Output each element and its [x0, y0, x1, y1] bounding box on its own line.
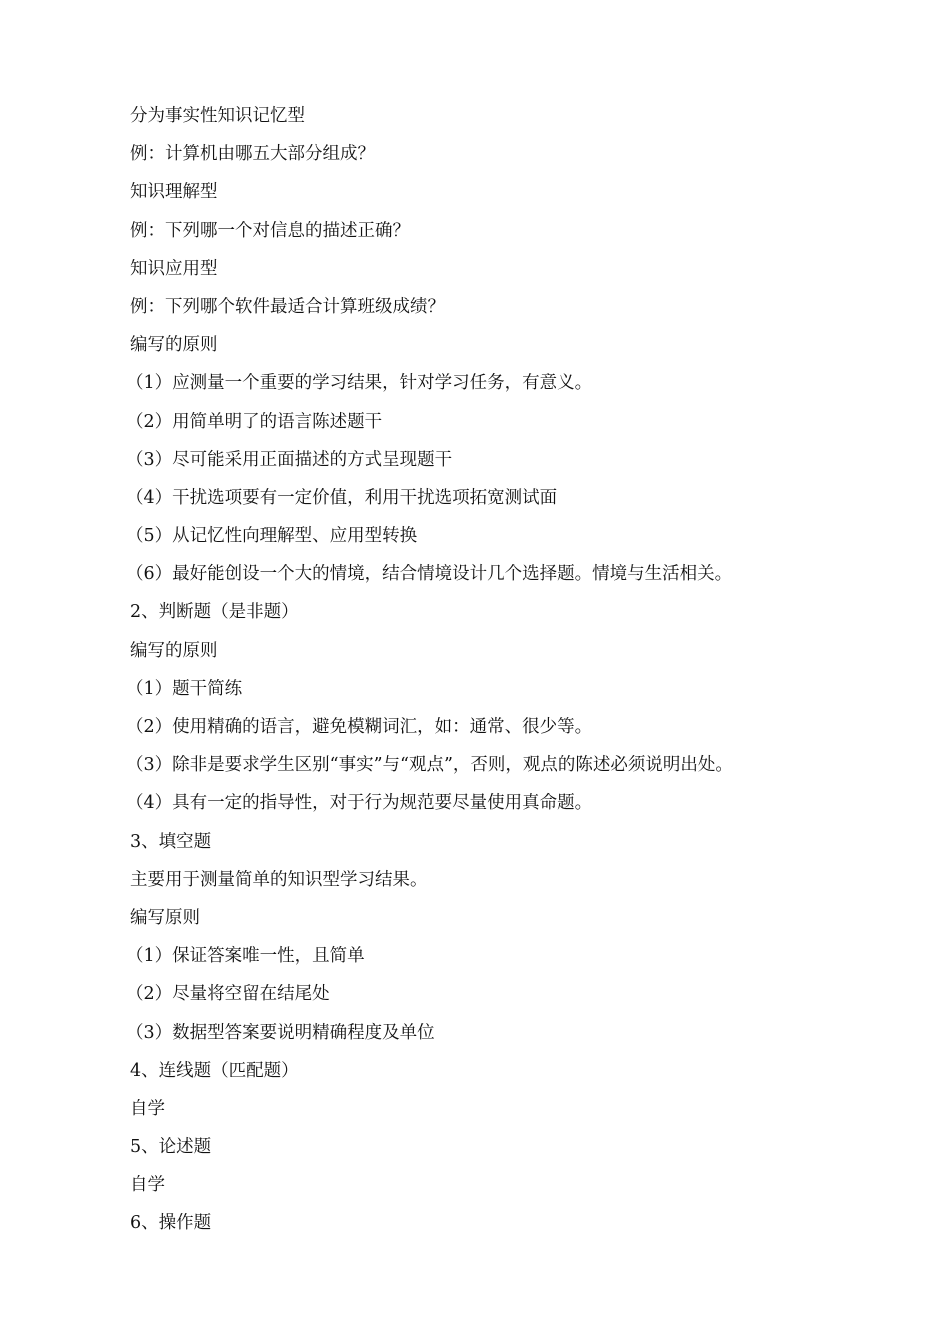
text-line: 分为事实性知识记忆型	[130, 106, 305, 126]
principle-item: （2）用简单明了的语言陈述题干	[126, 411, 383, 432]
principle-item: （3）尽可能采用正面描述的方式呈现题干	[126, 449, 453, 470]
principle-item: （4）干扰选项要有一定价值，利用干扰选项拓宽测试面	[126, 487, 558, 508]
example-line: 例：下列哪一个对信息的描述正确？	[130, 220, 410, 241]
principle-item: （1）应测量一个重要的学习结果，针对学习任务，有意义。	[126, 373, 593, 394]
example-line: 例：下列哪个软件最适合计算班级成绩？	[130, 296, 445, 317]
principle-item: （6）最好能创设一个大的情境，结合情境设计几个选择题。情境与生活相关。	[126, 564, 733, 585]
principle-item: （2）尽量将空留在结尾处	[126, 984, 330, 1005]
subheading: 编写原则	[130, 907, 200, 928]
principle-item: （3）除非是要求学生区别“事实”与“观点”，否则，观点的陈述必须说明出处。	[126, 755, 733, 776]
text-line: 主要用于测量简单的知识型学习结果。	[130, 869, 428, 890]
text-line: 知识应用型	[130, 258, 218, 279]
section-heading: 6、操作题	[130, 1213, 212, 1234]
principle-item: （2）使用精确的语言，避免模糊词汇，如：通常、很少等。	[126, 717, 593, 737]
text-line: 自学	[130, 1175, 165, 1196]
document-body	[126, 97, 830, 1243]
principle-item: （3）数据型答案要说明精确程度及单位	[126, 1022, 435, 1043]
subheading: 编写的原则	[130, 335, 218, 356]
text-line: 知识理解型	[130, 182, 218, 203]
principle-item: （4）具有一定的指导性，对于行为规范要尽量使用真命题。	[126, 793, 593, 814]
principle-item: （1）题干简练	[126, 678, 243, 699]
section-heading: 5、论述题	[130, 1137, 212, 1158]
subheading: 编写的原则	[130, 640, 218, 661]
section-heading: 2、判断题（是非题）	[130, 602, 299, 623]
example-line: 例：计算机由哪五大部分组成？	[130, 144, 375, 165]
principle-item: （1）保证答案唯一性，且简单	[126, 946, 365, 967]
section-heading: 4、连线题（匹配题）	[130, 1060, 299, 1081]
principle-item: （5）从记忆性向理解型、应用型转换	[126, 526, 418, 547]
text-line: 自学	[130, 1098, 165, 1119]
section-heading: 3、填空题	[130, 831, 212, 852]
